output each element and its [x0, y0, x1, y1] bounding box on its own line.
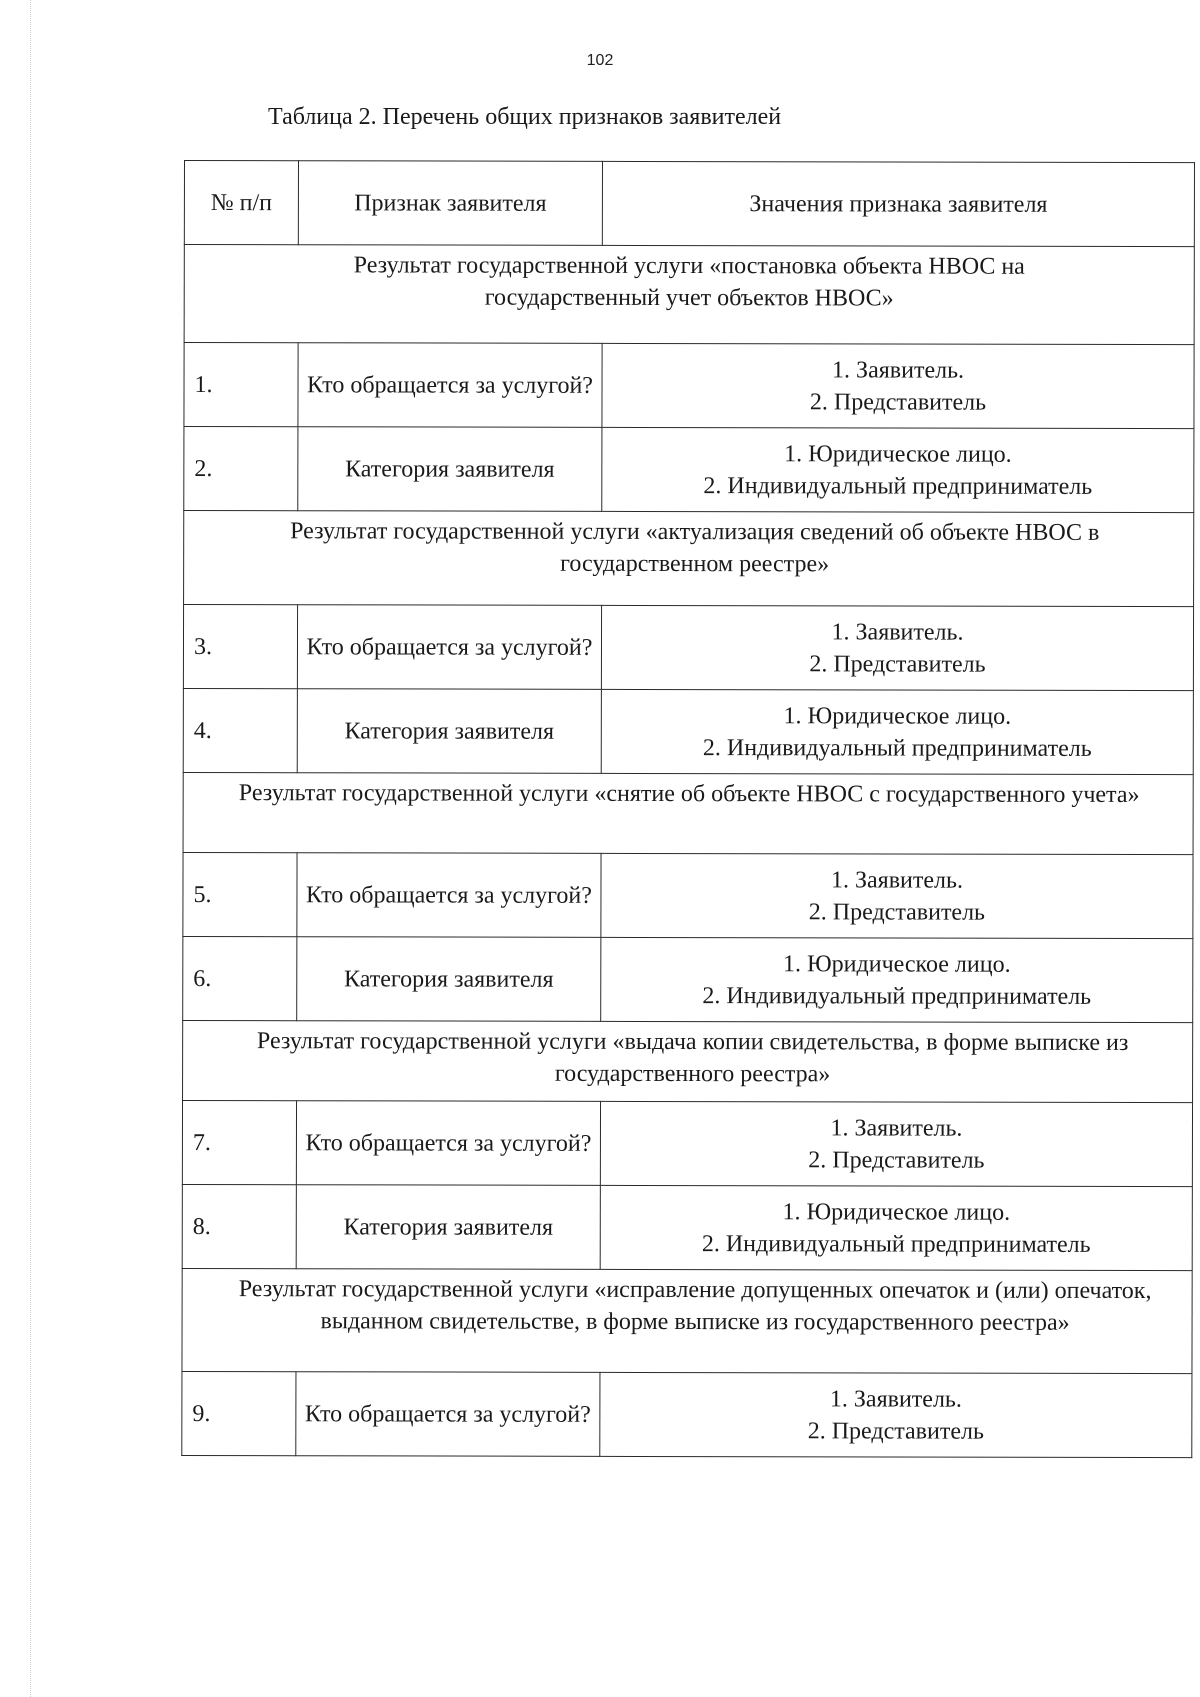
- row-num: 5.: [183, 852, 297, 936]
- section-row: [184, 245, 1194, 345]
- row-num: 1.: [184, 343, 298, 427]
- value-line: 2. Индивидуальный предприниматель: [703, 472, 1093, 500]
- row-sign: Кто обращается за услугой?: [297, 605, 601, 690]
- value-line: 1. Заявитель.: [831, 618, 964, 646]
- section-row: [184, 511, 1194, 607]
- row-sign: Кто обращается за услугой?: [298, 343, 602, 428]
- header-sign: Признак заявителя: [298, 161, 602, 246]
- row-num: 4.: [183, 688, 297, 772]
- value-line: 2. Индивидуальный предприниматель: [702, 734, 1092, 762]
- value-line: 2. Представитель: [808, 1146, 985, 1174]
- row-sign: Категория заявителя: [298, 427, 602, 512]
- row-num: 6.: [183, 936, 297, 1020]
- row-sign: Категория заявителя: [296, 1185, 600, 1270]
- row-values: [601, 605, 1193, 690]
- value-line: 1. Заявитель.: [829, 1385, 962, 1413]
- table-row: [183, 605, 1193, 691]
- section-row: [183, 1020, 1193, 1102]
- row-num: 9.: [182, 1371, 296, 1455]
- row-values: [601, 937, 1193, 1022]
- table-row: [182, 1371, 1192, 1457]
- header-row: [184, 161, 1194, 247]
- header-values: Значения признака заявителя: [602, 161, 1194, 246]
- value-line: 2. Представитель: [809, 650, 986, 678]
- value-line: 1. Юридическое лицо.: [782, 1198, 1011, 1226]
- section-title: Результат государственной услуги «актуализация сведений об объекте НВОС в государственном реестре»: [184, 511, 1194, 607]
- value-line: 1. Заявитель.: [832, 356, 965, 384]
- table-row: [184, 343, 1194, 429]
- value-line: 2. Представитель: [808, 898, 986, 926]
- scan-edge-line: [30, 0, 32, 1697]
- header-num: № п/п: [184, 161, 298, 245]
- section-row: [182, 1268, 1192, 1373]
- section-row: [183, 772, 1193, 854]
- value-line: 1. Заявитель.: [830, 866, 963, 894]
- row-sign: Категория заявителя: [297, 689, 601, 774]
- row-num: 7.: [182, 1100, 296, 1184]
- row-sign: Кто обращается за услугой?: [296, 1101, 600, 1186]
- row-sign: Кто обращается за услугой?: [296, 1372, 600, 1457]
- table-row: [184, 427, 1194, 513]
- table-row: [183, 936, 1193, 1022]
- row-sign: Категория заявителя: [297, 937, 601, 1022]
- row-values: [600, 1185, 1192, 1270]
- row-values: [601, 853, 1193, 938]
- value-line: 1. Заявитель.: [830, 1114, 963, 1142]
- section-title: Результат государственной услуги «исправление допущенных опечаток и (или) опечаток, выданном свидетельстве, в форме выписке из государственного реестра»: [182, 1268, 1192, 1373]
- row-values: [601, 689, 1193, 774]
- section-title: Результат государственной услуги «снятие об объекте НВОС с государственного учета»: [183, 772, 1193, 854]
- table-row: [182, 1184, 1192, 1270]
- table-row: [183, 688, 1193, 774]
- row-sign: Кто обращается за услугой?: [297, 853, 601, 938]
- page-number: 102: [586, 52, 614, 69]
- value-line: 1. Юридическое лицо.: [782, 950, 1011, 978]
- row-values: [602, 343, 1194, 428]
- row-num: 8.: [182, 1184, 296, 1268]
- row-num: 2.: [184, 427, 298, 511]
- table-caption: Таблица 2. Перечень общих признаков заявителей: [268, 104, 782, 130]
- value-line: 1. Юридическое лицо.: [784, 440, 1012, 468]
- row-values: [600, 1372, 1192, 1457]
- section-title: Результат государственной услуги «выдача копии свидетельства, в форме выписке из государственного реестра»: [183, 1020, 1193, 1102]
- value-line: 2. Представитель: [807, 1417, 984, 1445]
- row-num: 3.: [183, 605, 297, 689]
- row-values: [600, 1101, 1192, 1186]
- value-line: 1. Юридическое лицо.: [783, 702, 1012, 730]
- value-line: 2. Индивидуальный предприниматель: [701, 1230, 1091, 1258]
- value-line: 2. Представитель: [809, 388, 987, 416]
- section-title: Результат государственной услуги «постановка объекта НВОС на государственный учет объектов НВОС»: [184, 245, 1194, 345]
- applicant-attributes-table: [181, 160, 1195, 1458]
- value-line: 2. Индивидуальный предприниматель: [702, 982, 1092, 1010]
- table-row: [182, 1100, 1192, 1186]
- row-values: [602, 427, 1194, 512]
- table-row: [183, 852, 1193, 938]
